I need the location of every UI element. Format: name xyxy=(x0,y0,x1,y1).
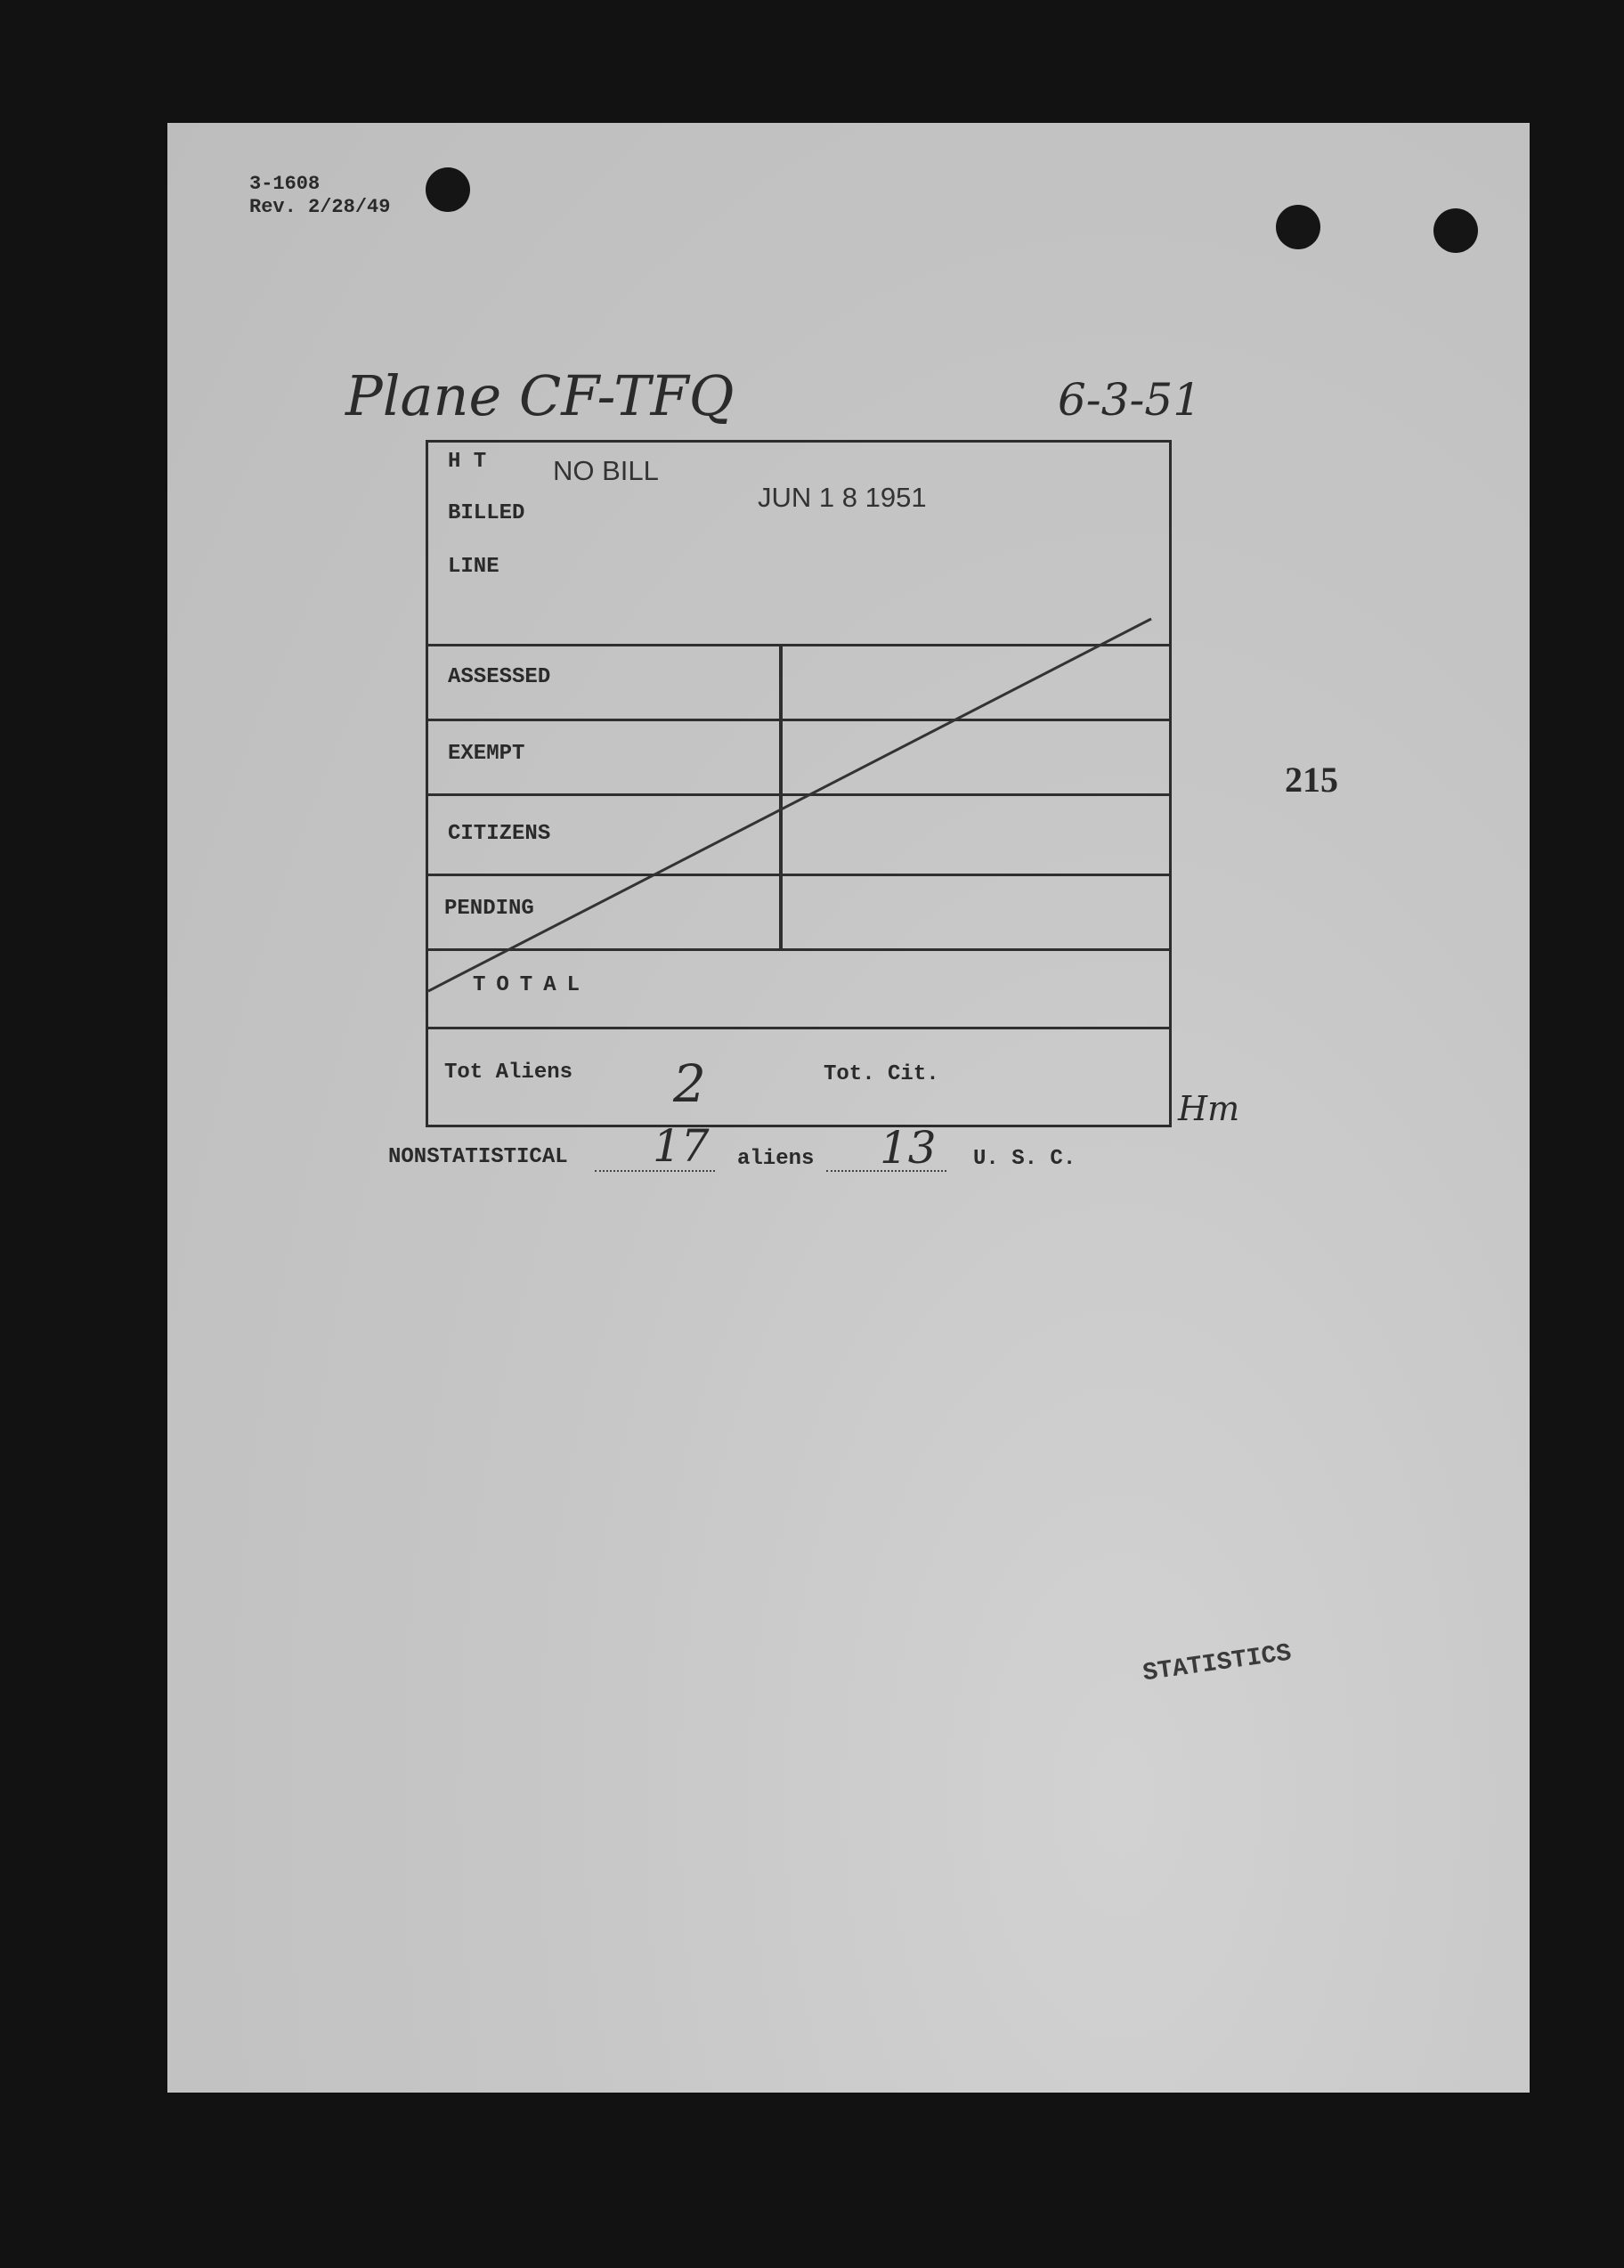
handwritten-nonstat-aliens: 17 xyxy=(653,1120,710,1172)
date-stamp: JUN 1 8 1951 xyxy=(758,482,927,513)
label-nonstatistical: NONSTATISTICAL xyxy=(388,1145,568,1169)
label-exempt: EXEMPT xyxy=(448,742,525,766)
punch-hole-right-2 xyxy=(1433,208,1478,253)
revision-date: Rev. 2/28/49 xyxy=(249,196,391,218)
label-citizens: CITIZENS xyxy=(448,822,551,846)
label-total: TOTAL xyxy=(473,973,591,997)
label-line: LINE xyxy=(448,555,499,579)
label-aliens: aliens xyxy=(737,1147,815,1171)
statistics-form xyxy=(426,440,1172,1127)
form-number: 3-1608 xyxy=(249,173,321,195)
punch-hole-right-1 xyxy=(1276,205,1320,249)
handwritten-initials: Hm xyxy=(1178,1089,1240,1128)
no-bill-stamp: NO BILL xyxy=(553,455,659,486)
document-page xyxy=(167,123,1530,2093)
diagonal-strike-line xyxy=(428,443,1169,1125)
handwritten-plane: Plane CF-TFQ xyxy=(345,363,735,428)
label-tot-cit: Tot. Cit. xyxy=(824,1062,939,1086)
label-usc: U. S. C. xyxy=(973,1147,1076,1171)
label-ht: H T xyxy=(448,450,487,474)
handwritten-date: 6-3-51 xyxy=(1058,374,1202,426)
statistics-stamp: STATISTICS xyxy=(1141,1639,1294,1688)
label-assessed: ASSESSED xyxy=(448,665,551,689)
label-tot-aliens: Tot Aliens xyxy=(444,1061,573,1085)
file-number: 215 xyxy=(1285,760,1338,800)
label-billed: BILLED xyxy=(448,501,525,525)
label-pending: PENDING xyxy=(444,897,534,921)
handwritten-nonstat-usc: 13 xyxy=(880,1122,937,1174)
punch-hole-left xyxy=(426,167,470,212)
handwritten-total-aliens: 2 xyxy=(673,1053,706,1114)
